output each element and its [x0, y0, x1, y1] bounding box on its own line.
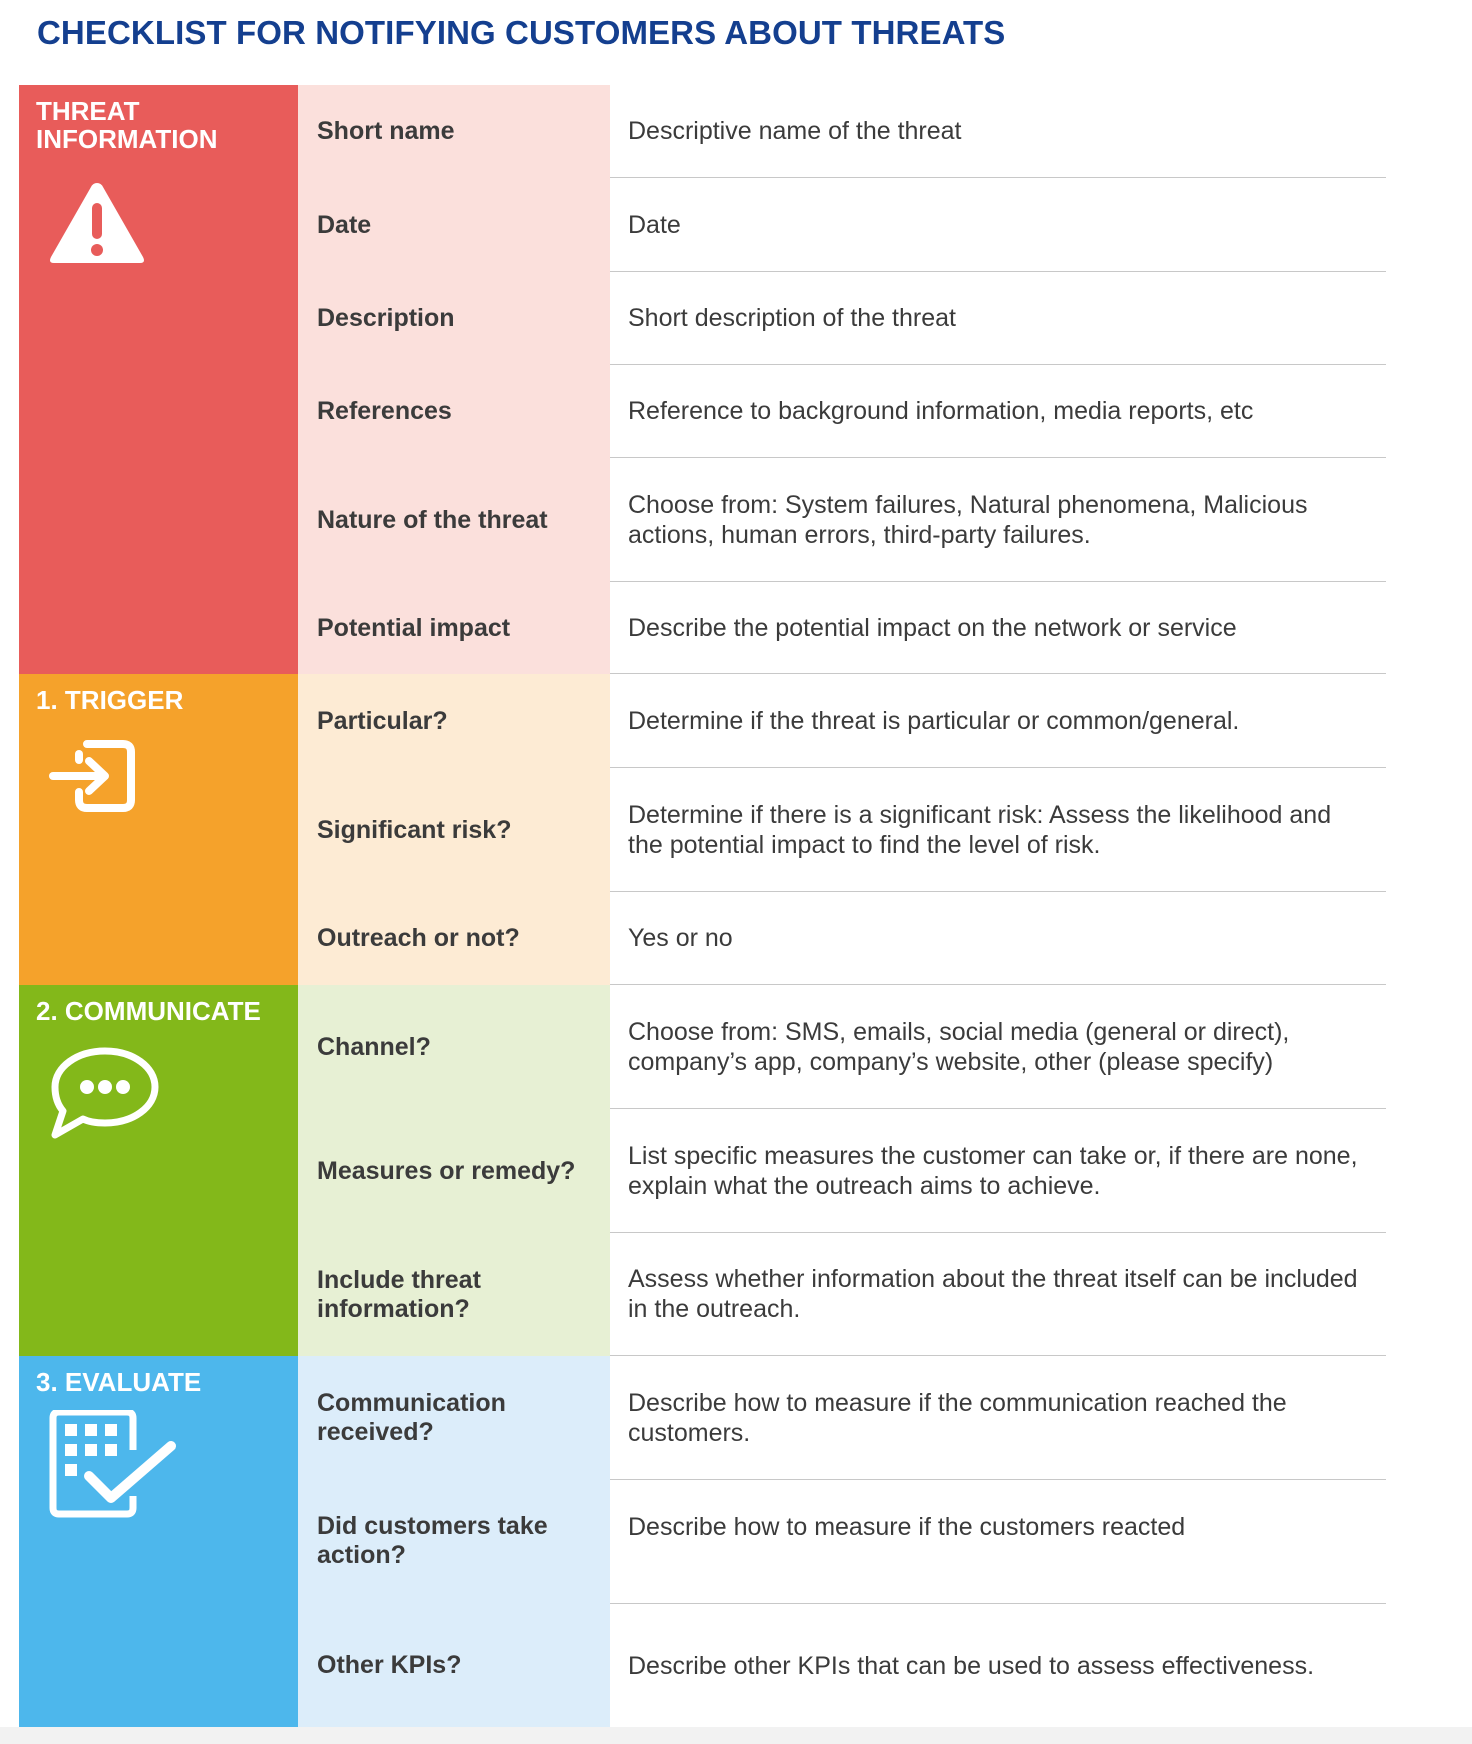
question-potential-impact: Potential impact: [298, 582, 610, 674]
question-communication-received: Communication received?: [298, 1356, 610, 1480]
question-nature-of-threat: Nature of the threat: [298, 458, 610, 582]
section-evaluate: [19, 1356, 298, 1727]
question-outreach: Outreach or not?: [298, 892, 610, 985]
question-channel: Channel?: [298, 985, 610, 1109]
question-customers-take-action: Did customers take action?: [298, 1480, 610, 1604]
section-trigger: [19, 674, 298, 985]
question-particular: Particular?: [298, 674, 610, 768]
answer-potential-impact: Describe the potential impact on the network or service: [610, 582, 1386, 674]
section-label: 2. COMMUNICATE: [36, 996, 261, 1026]
chat-bubble-icon: [47, 1045, 163, 1145]
section-threat-information: [19, 85, 298, 674]
answer-particular: Determine if the threat is particular or common/general.: [610, 674, 1386, 768]
section-label: 1. TRIGGER: [36, 685, 184, 715]
question-references: References: [298, 365, 610, 458]
question-short-name: Short name: [298, 85, 610, 178]
answer-communication-received: Describe how to measure if the communication reached the customers.: [610, 1356, 1386, 1480]
answer-date: Date: [610, 178, 1386, 272]
answer-channel: Choose from: SMS, emails, social media (general or direct), company’s app, company’s website, other (please specify): [610, 985, 1386, 1109]
question-other-kpis: Other KPIs?: [298, 1604, 610, 1727]
page-bottom-band: [0, 1727, 1472, 1744]
answer-include-threat-info: Assess whether information about the threat itself can be included in the outreach.: [610, 1233, 1386, 1356]
answer-short-name: Descriptive name of the threat: [610, 85, 1386, 178]
section-communicate: [19, 985, 298, 1356]
answer-customers-take-action: Describe how to measure if the customers reacted: [610, 1480, 1386, 1604]
checklist-icon: [49, 1410, 179, 1520]
question-date: Date: [298, 178, 610, 272]
page-title: CHECKLIST FOR NOTIFYING CUSTOMERS ABOUT THREATS: [37, 14, 1006, 51]
answer-other-kpis: Describe other KPIs that can be used to assess effectiveness.: [628, 1651, 1315, 1680]
answer-nature-of-threat: Choose from: System failures, Natural phenomena, Malicious actions, human errors, third-party failures.: [610, 458, 1386, 582]
sign-in-icon: [49, 736, 139, 816]
section-label: 3. EVALUATE: [36, 1367, 202, 1397]
answer-significant-risk: Determine if there is a significant risk: Assess the likelihood and the potential impact to find the level of risk.: [610, 768, 1386, 892]
answer-description: Short description of the threat: [610, 272, 1386, 365]
question-include-threat-info: Include threat information?: [298, 1233, 610, 1356]
warning-icon: [45, 177, 149, 269]
question-description: Description: [298, 272, 610, 365]
answer-references: Reference to background information, media reports, etc: [610, 365, 1386, 458]
answer-outreach: Yes or no: [610, 892, 1386, 985]
question-significant-risk: Significant risk?: [298, 768, 610, 892]
answer-measures-or-remedy: List specific measures the customer can take or, if there are none, explain what the outreach aims to achieve.: [610, 1109, 1386, 1233]
section-label: THREAT INFORMATION: [36, 96, 218, 154]
question-measures-or-remedy: Measures or remedy?: [298, 1109, 610, 1233]
